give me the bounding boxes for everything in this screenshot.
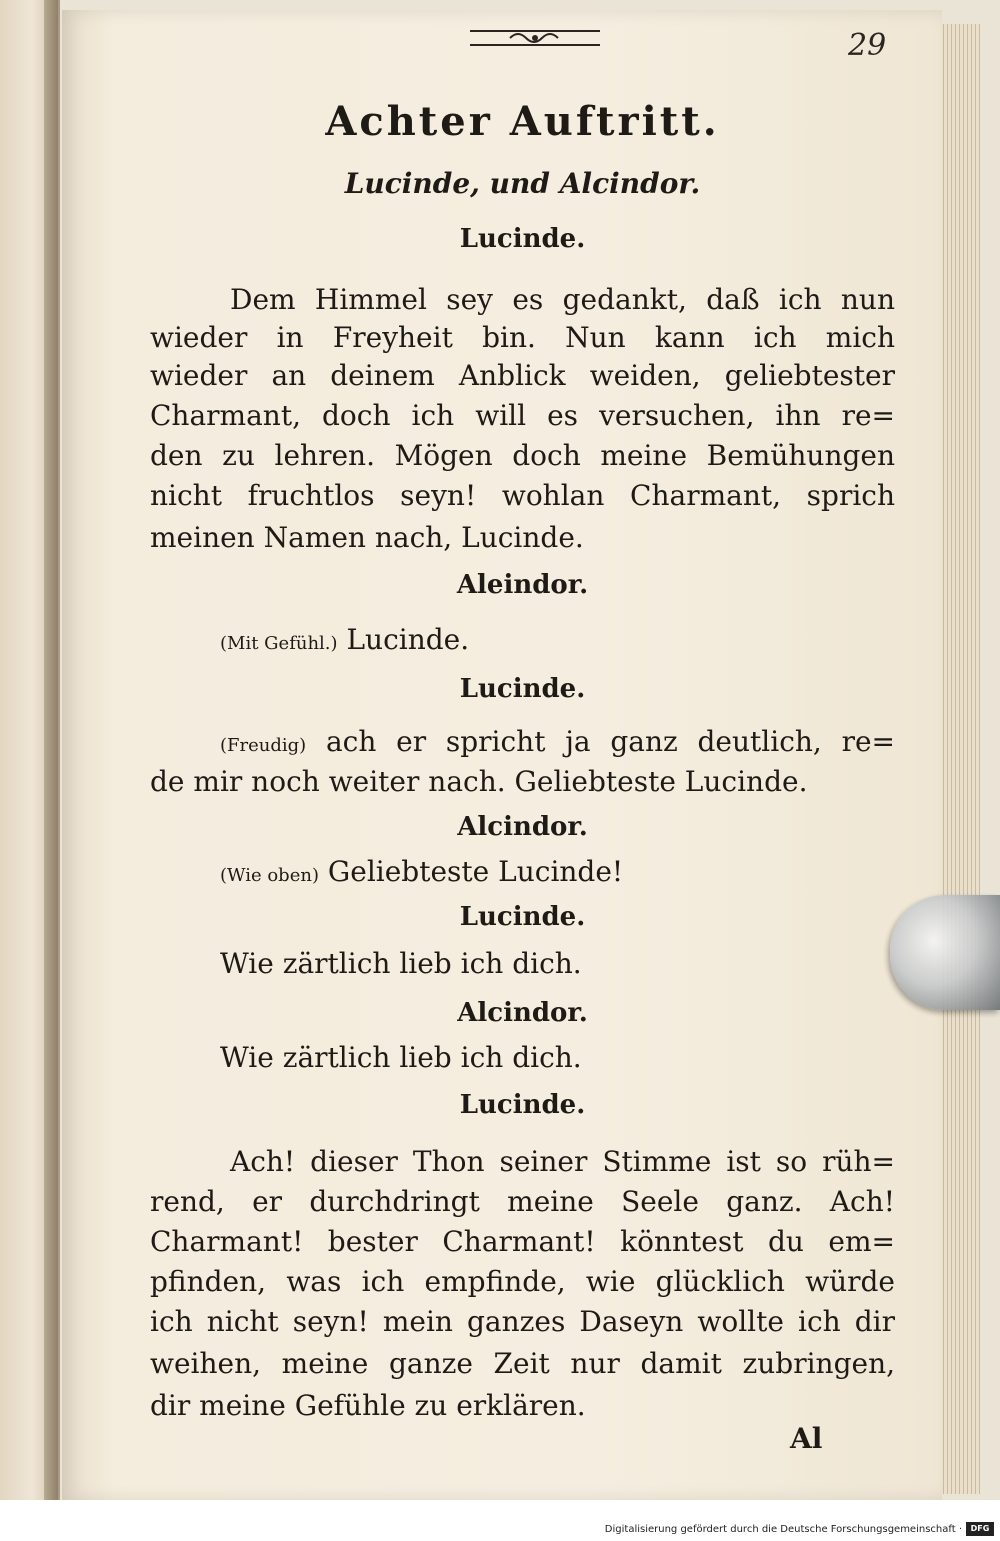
stage-direction: (Freudig) <box>220 735 307 756</box>
book-gutter <box>44 0 58 1510</box>
stage-line <box>150 722 895 766</box>
speaker-name: Lucinde. <box>459 1090 586 1120</box>
spoken-text: Geliebteste Lucinde! <box>327 855 624 888</box>
text-line: Charmant! bester Charmant! könntest du em= <box>150 1225 895 1258</box>
speaker-name: Alcindor. <box>457 998 588 1028</box>
stage-line <box>150 852 965 896</box>
text-line: meinen Namen nach, Lucinde. <box>150 521 584 554</box>
page-clip <box>890 895 1000 1010</box>
catchword: Al <box>790 1422 823 1455</box>
text-line: Charmant, doch ich will es versuchen, ihn re= <box>150 399 895 432</box>
stage-direction: (Mit Gefühl.) <box>220 633 338 654</box>
page-stack-edge <box>940 24 980 1494</box>
speaker-name: Lucinde. <box>459 224 586 254</box>
spoken-text: ach er spricht ja ganz deutlich, re= <box>325 725 895 758</box>
text-line: rend, er durchdringt meine Seele ganz. Ach! <box>150 1185 895 1218</box>
digitization-credit: Digitalisierung gefördert durch die Deutsche Forschungsgemeinschaft · <box>604 1524 962 1535</box>
text-line: den zu lehren. Mögen doch meine Bemühungen <box>150 439 895 472</box>
scene-characters: Lucinde, und Alcindor. <box>344 167 701 200</box>
text-line: Dem Himmel sey es gedankt, daß ich nun <box>230 283 895 316</box>
text-line: Ach! dieser Thon seiner Stimme ist so rüh= <box>230 1145 895 1178</box>
header-ornament-icon <box>470 28 600 48</box>
speaker-name: Alcindor. <box>457 812 588 842</box>
text-line: ich nicht seyn! mein ganzes Daseyn wollte ich dir <box>150 1305 895 1338</box>
page-title: Achter Auftritt. <box>325 98 720 145</box>
text-line: Wie zärtlich lieb ich dich. <box>220 1041 582 1074</box>
page-number: 29 <box>848 28 887 63</box>
speaker-name: Aleindor. <box>456 570 589 600</box>
text-line: pfinden, was ich empfinde, wie glücklich würde <box>150 1265 895 1298</box>
text-line: weihen, meine ganze Zeit nur damit zubringen, <box>150 1347 895 1380</box>
speaker-name: Lucinde. <box>459 902 586 932</box>
text-line: wieder in Freyheit bin. Nun kann ich mich <box>150 321 895 354</box>
speaker-name: Lucinde. <box>459 674 586 704</box>
dfg-logo-icon: DFG <box>966 1522 994 1536</box>
spoken-text: Lucinde. <box>346 623 470 656</box>
text-line: wieder an deinem Anblick weiden, geliebtester <box>150 359 895 392</box>
stage-direction: (Wie oben) <box>220 865 319 886</box>
stage-line <box>150 620 965 664</box>
text-line: Wie zärtlich lieb ich dich. <box>220 947 582 980</box>
text-line: dir meine Gefühle zu erklären. <box>150 1389 586 1422</box>
text-line: de mir noch weiter nach. Geliebteste Lucinde. <box>150 765 808 798</box>
text-line: nicht fruchtlos seyn! wohlan Charmant, sprich <box>150 479 895 512</box>
